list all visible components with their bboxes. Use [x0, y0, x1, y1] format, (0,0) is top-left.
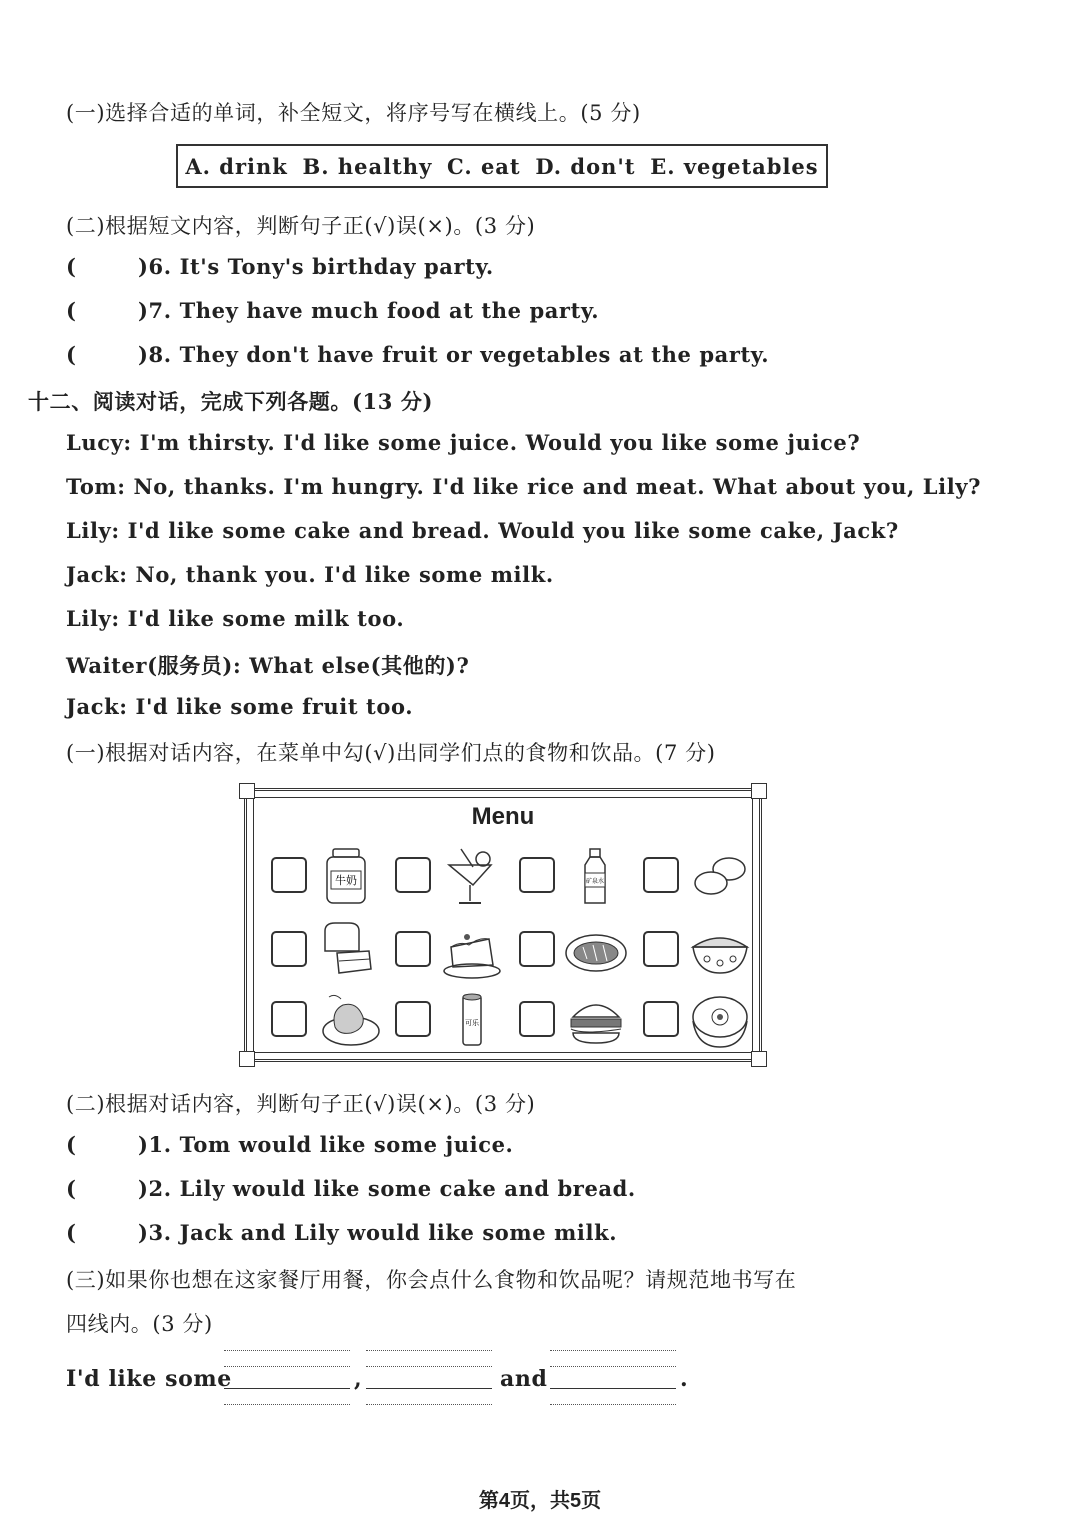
dialogue-line: Lily: I'd like some cake and bread. Would you like some cake, Jack? — [66, 518, 899, 543]
word-option-e: E. vegetables — [650, 153, 819, 179]
writing-and: and — [500, 1366, 548, 1392]
dialogue-line: Jack: I'd like some fruit too. — [66, 694, 414, 719]
dialogue-line: Waiter(服务员): What else(其他的)? — [66, 653, 470, 678]
menu-item-eggs — [643, 847, 753, 909]
dialogue-line: Lily: I'd like some milk too. — [66, 606, 405, 631]
section12-heading: 十二、阅读对话，完成下列各题。(13 分) — [28, 389, 434, 414]
bread-icon — [315, 921, 381, 981]
menu-item-chicken — [271, 991, 381, 1053]
menu-checkbox[interactable] — [519, 931, 555, 967]
menu-checkbox[interactable] — [519, 857, 555, 893]
menu-checkbox[interactable] — [271, 931, 307, 967]
q3-instruction-line2: 四线内。(3 分) — [66, 1312, 213, 1336]
answer-paren[interactable]: ( — [66, 1220, 77, 1245]
menu-item-rice — [643, 921, 753, 983]
menu-item-bread — [271, 921, 381, 983]
water-bottle-icon — [563, 847, 629, 907]
milk-jar-icon — [315, 847, 381, 907]
q2-instruction: (二)根据对话内容，判断句子正(√)误(×)。(3 分) — [66, 1092, 536, 1116]
rice-bowl-icon — [687, 921, 753, 981]
menu-item-hamburger — [519, 991, 629, 1053]
page-footer: 第4页，共5页 — [478, 1490, 602, 1512]
menu-title: Menu — [471, 803, 535, 830]
menu-item-fish — [519, 921, 629, 983]
cake-icon — [439, 921, 505, 981]
cola-can-icon — [439, 991, 505, 1051]
answer-paren[interactable]: ( — [66, 1132, 77, 1157]
part2-instruction: (二)根据短文内容，判断句子正(√)误(×)。(3 分) — [66, 214, 536, 238]
dialogue-line: Jack: No, thank you. I'd like some milk. — [66, 562, 554, 587]
writing-comma: , — [354, 1366, 363, 1392]
menu-item-cola — [395, 991, 505, 1053]
svg-text:矿泉水: 矿泉水 — [585, 878, 605, 885]
menu-checkbox[interactable] — [395, 931, 431, 967]
dialogue-line: Lucy: I'm thirsty. I'd like some juice. Would you like some juice? — [66, 430, 861, 455]
menu-checkbox[interactable] — [643, 1001, 679, 1037]
svg-text:牛奶: 牛奶 — [335, 874, 357, 887]
judge-text: )8. They don't have fruit or vegetables at the party. — [138, 342, 770, 367]
menu-item-milk — [271, 847, 381, 909]
menu-checkbox[interactable] — [643, 931, 679, 967]
juice-glass-icon — [439, 847, 505, 907]
judge-item-6 — [66, 254, 494, 279]
word-option-c: C. eat — [446, 153, 521, 179]
menu-checkbox[interactable] — [271, 857, 307, 893]
eggs-icon — [687, 847, 753, 907]
chicken-plate-icon — [315, 991, 381, 1051]
writing-period: . — [680, 1366, 689, 1392]
answer-paren[interactable]: ( — [66, 342, 77, 367]
menu-item-noodles — [643, 991, 753, 1053]
word-option-b: B. healthy — [302, 153, 433, 179]
judge-item-2 — [66, 1176, 636, 1201]
answer-paren[interactable]: ( — [66, 298, 77, 323]
menu-board — [244, 788, 762, 1062]
noodles-bowl-icon — [687, 991, 753, 1051]
q1-instruction: (一)根据对话内容，在菜单中勾(√)出同学们点的食物和饮品。(7 分) — [66, 741, 716, 765]
part1-instruction: (一)选择合适的单词，补全短文，将序号写在横线上。(5 分) — [66, 101, 641, 125]
menu-checkbox[interactable] — [643, 857, 679, 893]
menu-item-cake — [395, 921, 505, 983]
q3-instruction-line1: (三)如果你也想在这家餐厅用餐，你会点什么食物和饮品呢？请规范地书写在 — [66, 1268, 797, 1292]
judge-item-8 — [66, 342, 769, 367]
fish-plate-icon — [563, 921, 629, 981]
svg-text:可乐: 可乐 — [465, 1019, 479, 1027]
menu-checkbox[interactable] — [395, 1001, 431, 1037]
judge-text: )6. It's Tony's birthday party. — [138, 254, 494, 279]
judge-item-1 — [66, 1132, 513, 1157]
word-option-a: A. drink — [185, 153, 288, 179]
writing-prefix: I'd like some — [66, 1366, 232, 1392]
dialogue-line: Tom: No, thanks. I'm hungry. I'd like rice and meat. What about you, Lily? — [66, 474, 981, 499]
menu-checkbox[interactable] — [395, 857, 431, 893]
judge-text: )2. Lily would like some cake and bread. — [138, 1176, 636, 1201]
judge-text: )1. Tom would like some juice. — [138, 1132, 514, 1157]
answer-paren[interactable]: ( — [66, 254, 77, 279]
judge-text: )7. They have much food at the party. — [138, 298, 600, 323]
judge-item-7 — [66, 298, 599, 323]
judge-text: )3. Jack and Lily would like some milk. — [138, 1220, 618, 1245]
menu-checkbox[interactable] — [271, 1001, 307, 1037]
word-option-d: D. don't — [535, 153, 636, 179]
menu-item-water — [519, 847, 629, 909]
hamburger-icon — [563, 991, 629, 1051]
word-bank — [176, 144, 828, 188]
answer-paren[interactable]: ( — [66, 1176, 77, 1201]
judge-item-3 — [66, 1220, 617, 1245]
menu-checkbox[interactable] — [519, 1001, 555, 1037]
menu-item-juice — [395, 847, 505, 909]
